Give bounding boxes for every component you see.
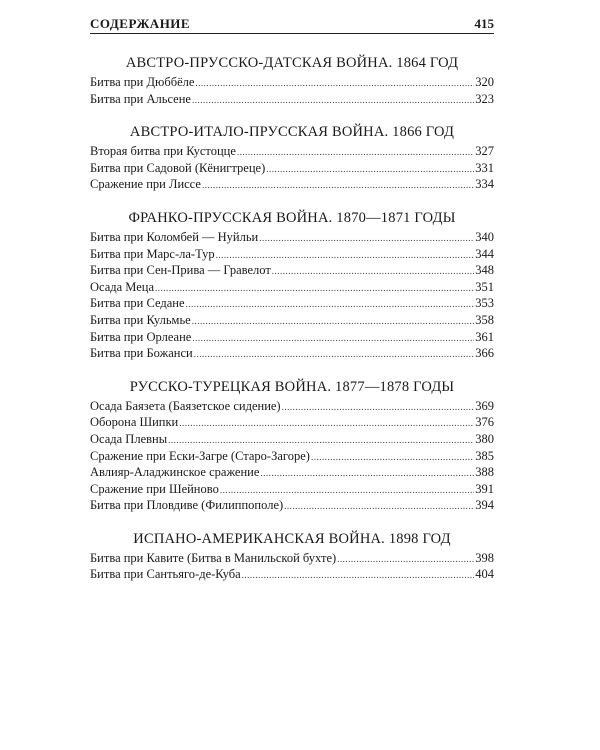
table-of-contents (90, 52, 494, 597)
toc-section (90, 52, 494, 107)
toc-entry (90, 566, 494, 583)
toc-entry (90, 345, 494, 362)
toc-entry (90, 448, 494, 465)
page-header (90, 10, 494, 36)
entry-page-number: 369 (475, 398, 494, 413)
entry-label: Битва при Сен-Прива — Гравелот (90, 263, 271, 278)
dot-leader (179, 415, 474, 432)
dot-leader (195, 75, 474, 92)
entry-label: Битва при Кавите (Битва в Манильской бухте) (90, 550, 337, 565)
entry-page-number: 388 (475, 465, 494, 480)
entry-label: Битва при Сантьяго-де-Куба (90, 567, 241, 582)
entry-page-number: 327 (475, 144, 494, 159)
toc-entry (90, 464, 494, 481)
entry-label: Авлияр-Аладжинское сражение (90, 465, 260, 480)
entry-label: Битва при Коломбей — Нуйльи (90, 229, 259, 244)
dot-leader (272, 263, 474, 280)
entry-label: Сражение при Ески-Загре (Старо-Загоре) (90, 448, 310, 463)
entry-label: Сражение при Лиссе (90, 177, 201, 192)
toc-entry (90, 143, 494, 160)
dot-leader (192, 313, 475, 330)
entry-label: Битва при Дюббёле (90, 75, 195, 89)
dot-leader (260, 465, 474, 482)
dot-leader (311, 449, 474, 466)
section-title: ИСПАНО-АМЕРИКАНСКАЯ ВОЙНА. 1898 ГОД (133, 530, 451, 547)
dot-leader (155, 280, 474, 297)
entry-label: Вторая битва при Кустоцце (90, 144, 236, 159)
toc-entry (90, 481, 494, 498)
toc-entry (90, 279, 494, 296)
entry-label: Осада Меца (90, 279, 155, 294)
dot-leader (194, 346, 475, 363)
section-title: ФРАНКО-ПРУССКАЯ ВОЙНА. 1870—1871 ГОДЫ (128, 209, 456, 226)
entry-page-number: 391 (475, 481, 494, 496)
dot-leader (266, 161, 474, 178)
toc-entry (90, 229, 494, 246)
toc-entry (90, 312, 494, 329)
dot-leader (192, 92, 474, 109)
toc-entry (90, 431, 494, 448)
entry-page-number: 358 (475, 312, 494, 327)
entry-label: Битва при Божанси (90, 346, 193, 361)
entry-label: Битва при Альсене (90, 91, 191, 106)
toc-entry (90, 246, 494, 263)
entry-page-number: 334 (475, 177, 494, 192)
toc-entry (90, 398, 494, 415)
dot-leader (282, 399, 475, 416)
entry-page-number: 394 (475, 498, 494, 513)
toc-entry (90, 91, 494, 108)
toc-section (90, 121, 494, 193)
running-title: СОДЕРЖАНИЕ (90, 16, 191, 31)
entry-label: Битва при Садовой (Кёнигтреце) (90, 160, 266, 175)
dot-leader (259, 230, 474, 247)
entry-page-number: 385 (475, 448, 494, 463)
entry-label: Битва при Пловдиве (Филиппополе) (90, 498, 284, 513)
entry-label: Битва при Седане (90, 296, 185, 311)
entry-page-number: 361 (475, 329, 494, 344)
entry-page-number: 320 (475, 75, 494, 89)
toc-section (90, 207, 494, 362)
entry-page-number: 348 (475, 263, 494, 278)
toc-entry (90, 497, 494, 514)
entry-label: Битва при Кульмье (90, 312, 191, 327)
toc-entry (90, 550, 494, 567)
toc-entry (90, 176, 494, 193)
entry-label: Битва при Орлеане (90, 329, 192, 344)
toc-entry (90, 295, 494, 312)
dot-leader (237, 144, 474, 161)
entry-page-number: 380 (475, 431, 494, 446)
toc-entry (90, 414, 494, 431)
entry-page-number: 351 (475, 279, 494, 294)
entry-page-number: 376 (475, 415, 494, 430)
header-rule (90, 33, 494, 34)
entry-label: Битва при Марс-ла-Тур (90, 246, 215, 261)
toc-section (90, 376, 494, 514)
entry-page-number: 404 (475, 567, 494, 582)
entry-label: Осада Баязета (Баязетское сидение) (90, 398, 281, 413)
section-title: РУССКО-ТУРЕЦКАЯ ВОЙНА. 1877—1878 ГОДЫ (129, 378, 455, 395)
dot-leader (220, 482, 474, 499)
dot-leader (242, 567, 475, 584)
entry-page-number: 353 (475, 296, 494, 311)
entry-page-number: 331 (475, 160, 494, 175)
toc-entry (90, 262, 494, 279)
section-title: АВСТРО-ПРУССКО-ДАТСКАЯ ВОЙНА. 1864 ГОД (125, 55, 459, 71)
page-number: 415 (474, 16, 494, 31)
entry-label: Сражение при Шейново (90, 481, 219, 496)
toc-entry (90, 74, 494, 91)
dot-leader (337, 551, 474, 568)
dot-leader (202, 177, 474, 194)
entry-label: Оборона Шипки (90, 415, 179, 430)
entry-page-number: 344 (475, 246, 494, 261)
toc-section (90, 528, 494, 583)
toc-entry (90, 160, 494, 177)
dot-leader (186, 296, 475, 313)
entry-page-number: 340 (475, 229, 494, 244)
dot-leader (216, 247, 475, 264)
dot-leader (168, 432, 474, 449)
dot-leader (284, 498, 474, 515)
entry-page-number: 323 (475, 91, 494, 106)
dot-leader (192, 330, 474, 347)
entry-page-number: 366 (475, 346, 494, 361)
section-title: АВСТРО-ИТАЛО-ПРУССКАЯ ВОЙНА. 1866 ГОД (129, 124, 455, 141)
entry-label: Осада Плевны (90, 431, 168, 446)
toc-entry (90, 329, 494, 346)
entry-page-number: 398 (475, 550, 494, 565)
